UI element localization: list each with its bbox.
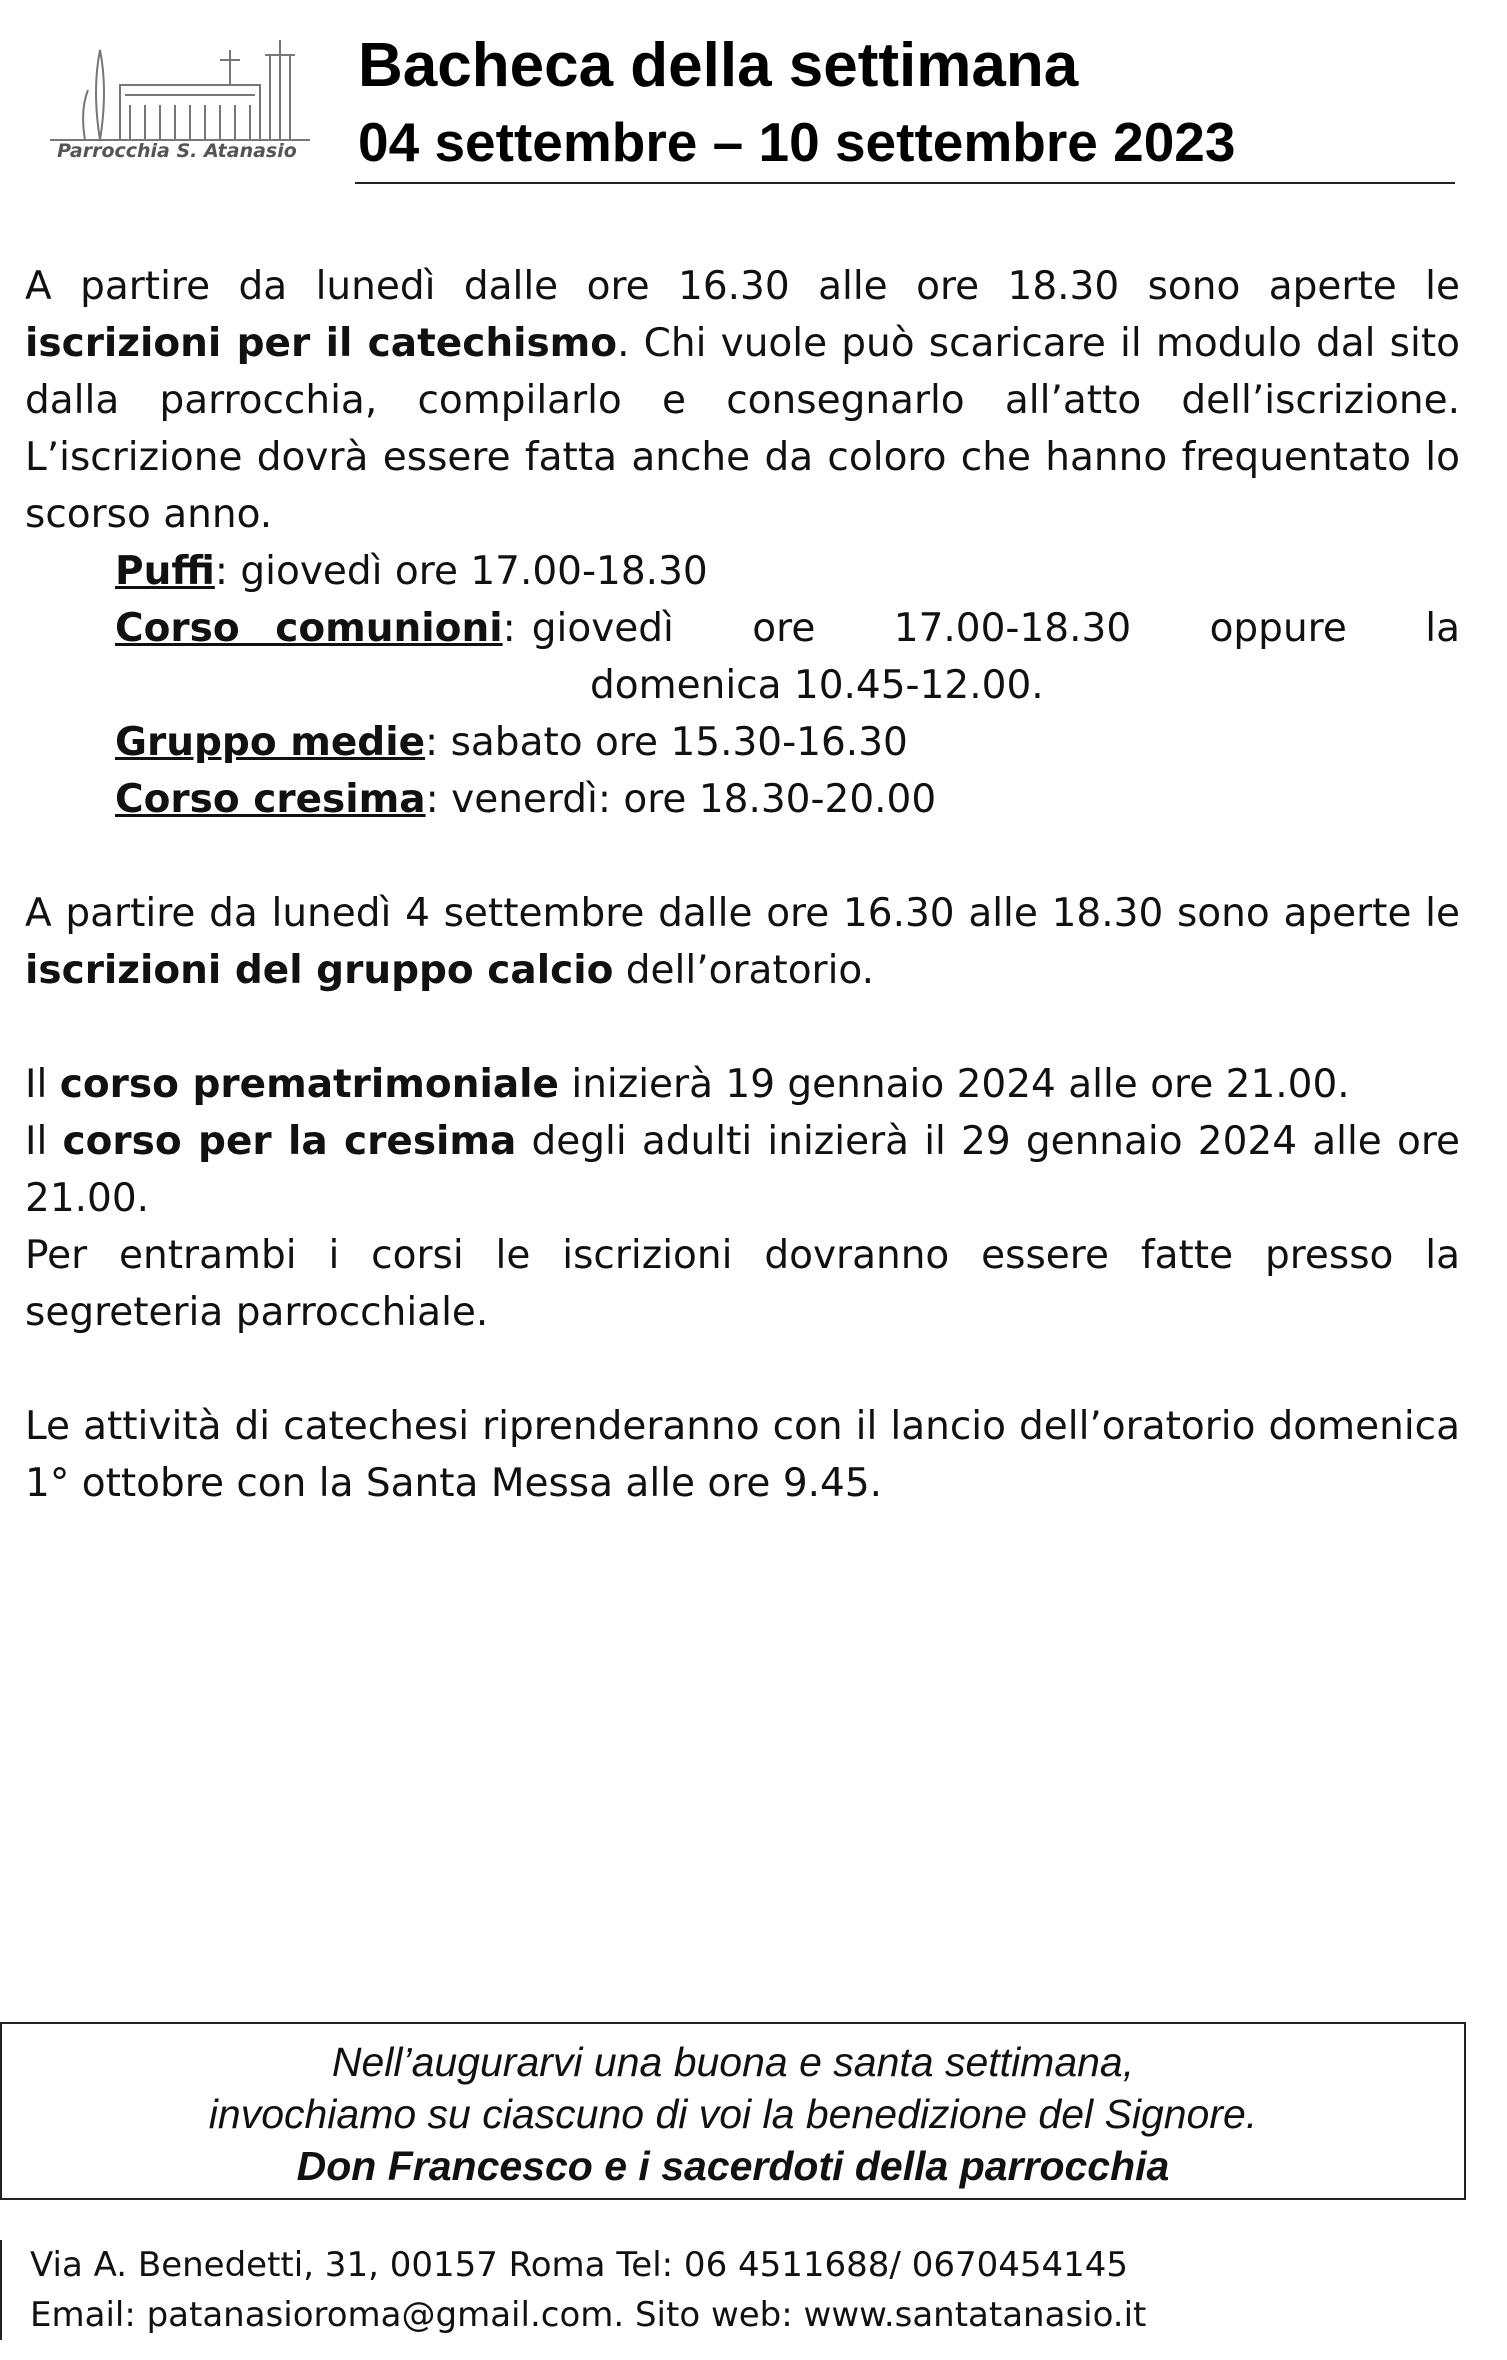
football-paragraph: A partire da lunedì 4 settembre dalle ore 16.30 alle 18.30 sono aperte le iscrizioni del gruppo calcio dell’oratorio. xyxy=(25,891,1460,993)
confirmation-paragraph: Il corso per la cresima degli adulti inizierà il 29 gennaio 2024 alle ore 21.00. xyxy=(25,1119,1460,1221)
both-courses-paragraph: Per entrambi i corsi le iscrizioni dovranno essere fatte presso la segreteria parrocchiale. xyxy=(25,1233,1460,1335)
schedule-continuation: domenica 10.45-12.00. xyxy=(590,663,1044,708)
schedule-row: Gruppo medie: sabato ore 15.30-16.30 xyxy=(115,720,908,765)
page-title: Bacheca della settimana xyxy=(358,31,1079,100)
schedule-value-comunioni: giovedì ore 17.00-18.30 oppure la xyxy=(531,606,1460,651)
logo-caption: Parrocchia S. Atanasio xyxy=(57,140,297,162)
blessing-line-1: Nell’augurarvi una buona e santa settimana, xyxy=(331,2039,1135,2085)
football-highlight: iscrizioni del gruppo calcio xyxy=(25,948,614,993)
contact-info xyxy=(0,2240,1430,2340)
page-date-range: 04 settembre – 10 settembre 2023 xyxy=(358,111,1236,173)
catechism-schedule xyxy=(115,543,1460,828)
contact-address: Via A. Benedetti, 31, 00157 Roma Tel: 06 4511688/ 0670454145 xyxy=(30,2245,1129,2285)
schedule-row: Corso comunioni: giovedì ore 17.00-18.30 oppure la xyxy=(115,600,1460,657)
header-divider xyxy=(355,182,1455,184)
catechesis-paragraph: Le attività di catechesi riprenderanno con il lancio dell’oratorio domenica 1° ottobre con la Santa Messa alle ore 9.45. xyxy=(25,1404,1460,1506)
notice-content xyxy=(25,258,1460,1512)
blessing-signature: Don Francesco e i sacerdoti della parrocchia xyxy=(296,2143,1170,2189)
blessing-box xyxy=(0,2022,1466,2200)
premarital-paragraph: Il corso prematrimoniale inizierà 19 gennaio 2024 alle ore 21.00. xyxy=(25,1062,1350,1107)
contact-email-web: Email: patanasioroma@gmail.com. Sito web: www.santatanasio.it xyxy=(30,2295,1147,2335)
catechism-highlight: iscrizioni per il catechismo xyxy=(25,321,618,366)
catechism-paragraph: A partire da lunedì dalle ore 16.30 alle ore 18.30 sono aperte le iscrizioni per il catechismo. Chi vuole può scaricare il modulo dal sito dalla parrocchia, compilarlo e consegnarlo all’atto dell’iscrizione. L’iscrizione dovrà essere fatta anche da coloro che hanno frequentato lo scorso anno. xyxy=(25,264,1460,537)
schedule-row: Corso cresima: venerdì: ore 18.30-20.00 xyxy=(115,777,937,822)
confirmation-highlight: corso per la cresima xyxy=(62,1119,517,1164)
schedule-row: Puffi: giovedì ore 17.00-18.30 xyxy=(115,549,708,594)
blessing-line-2: invochiamo su ciascuno di voi la benedizione del Signore. xyxy=(208,2091,1258,2137)
premarital-highlight: corso prematrimoniale xyxy=(59,1062,559,1107)
